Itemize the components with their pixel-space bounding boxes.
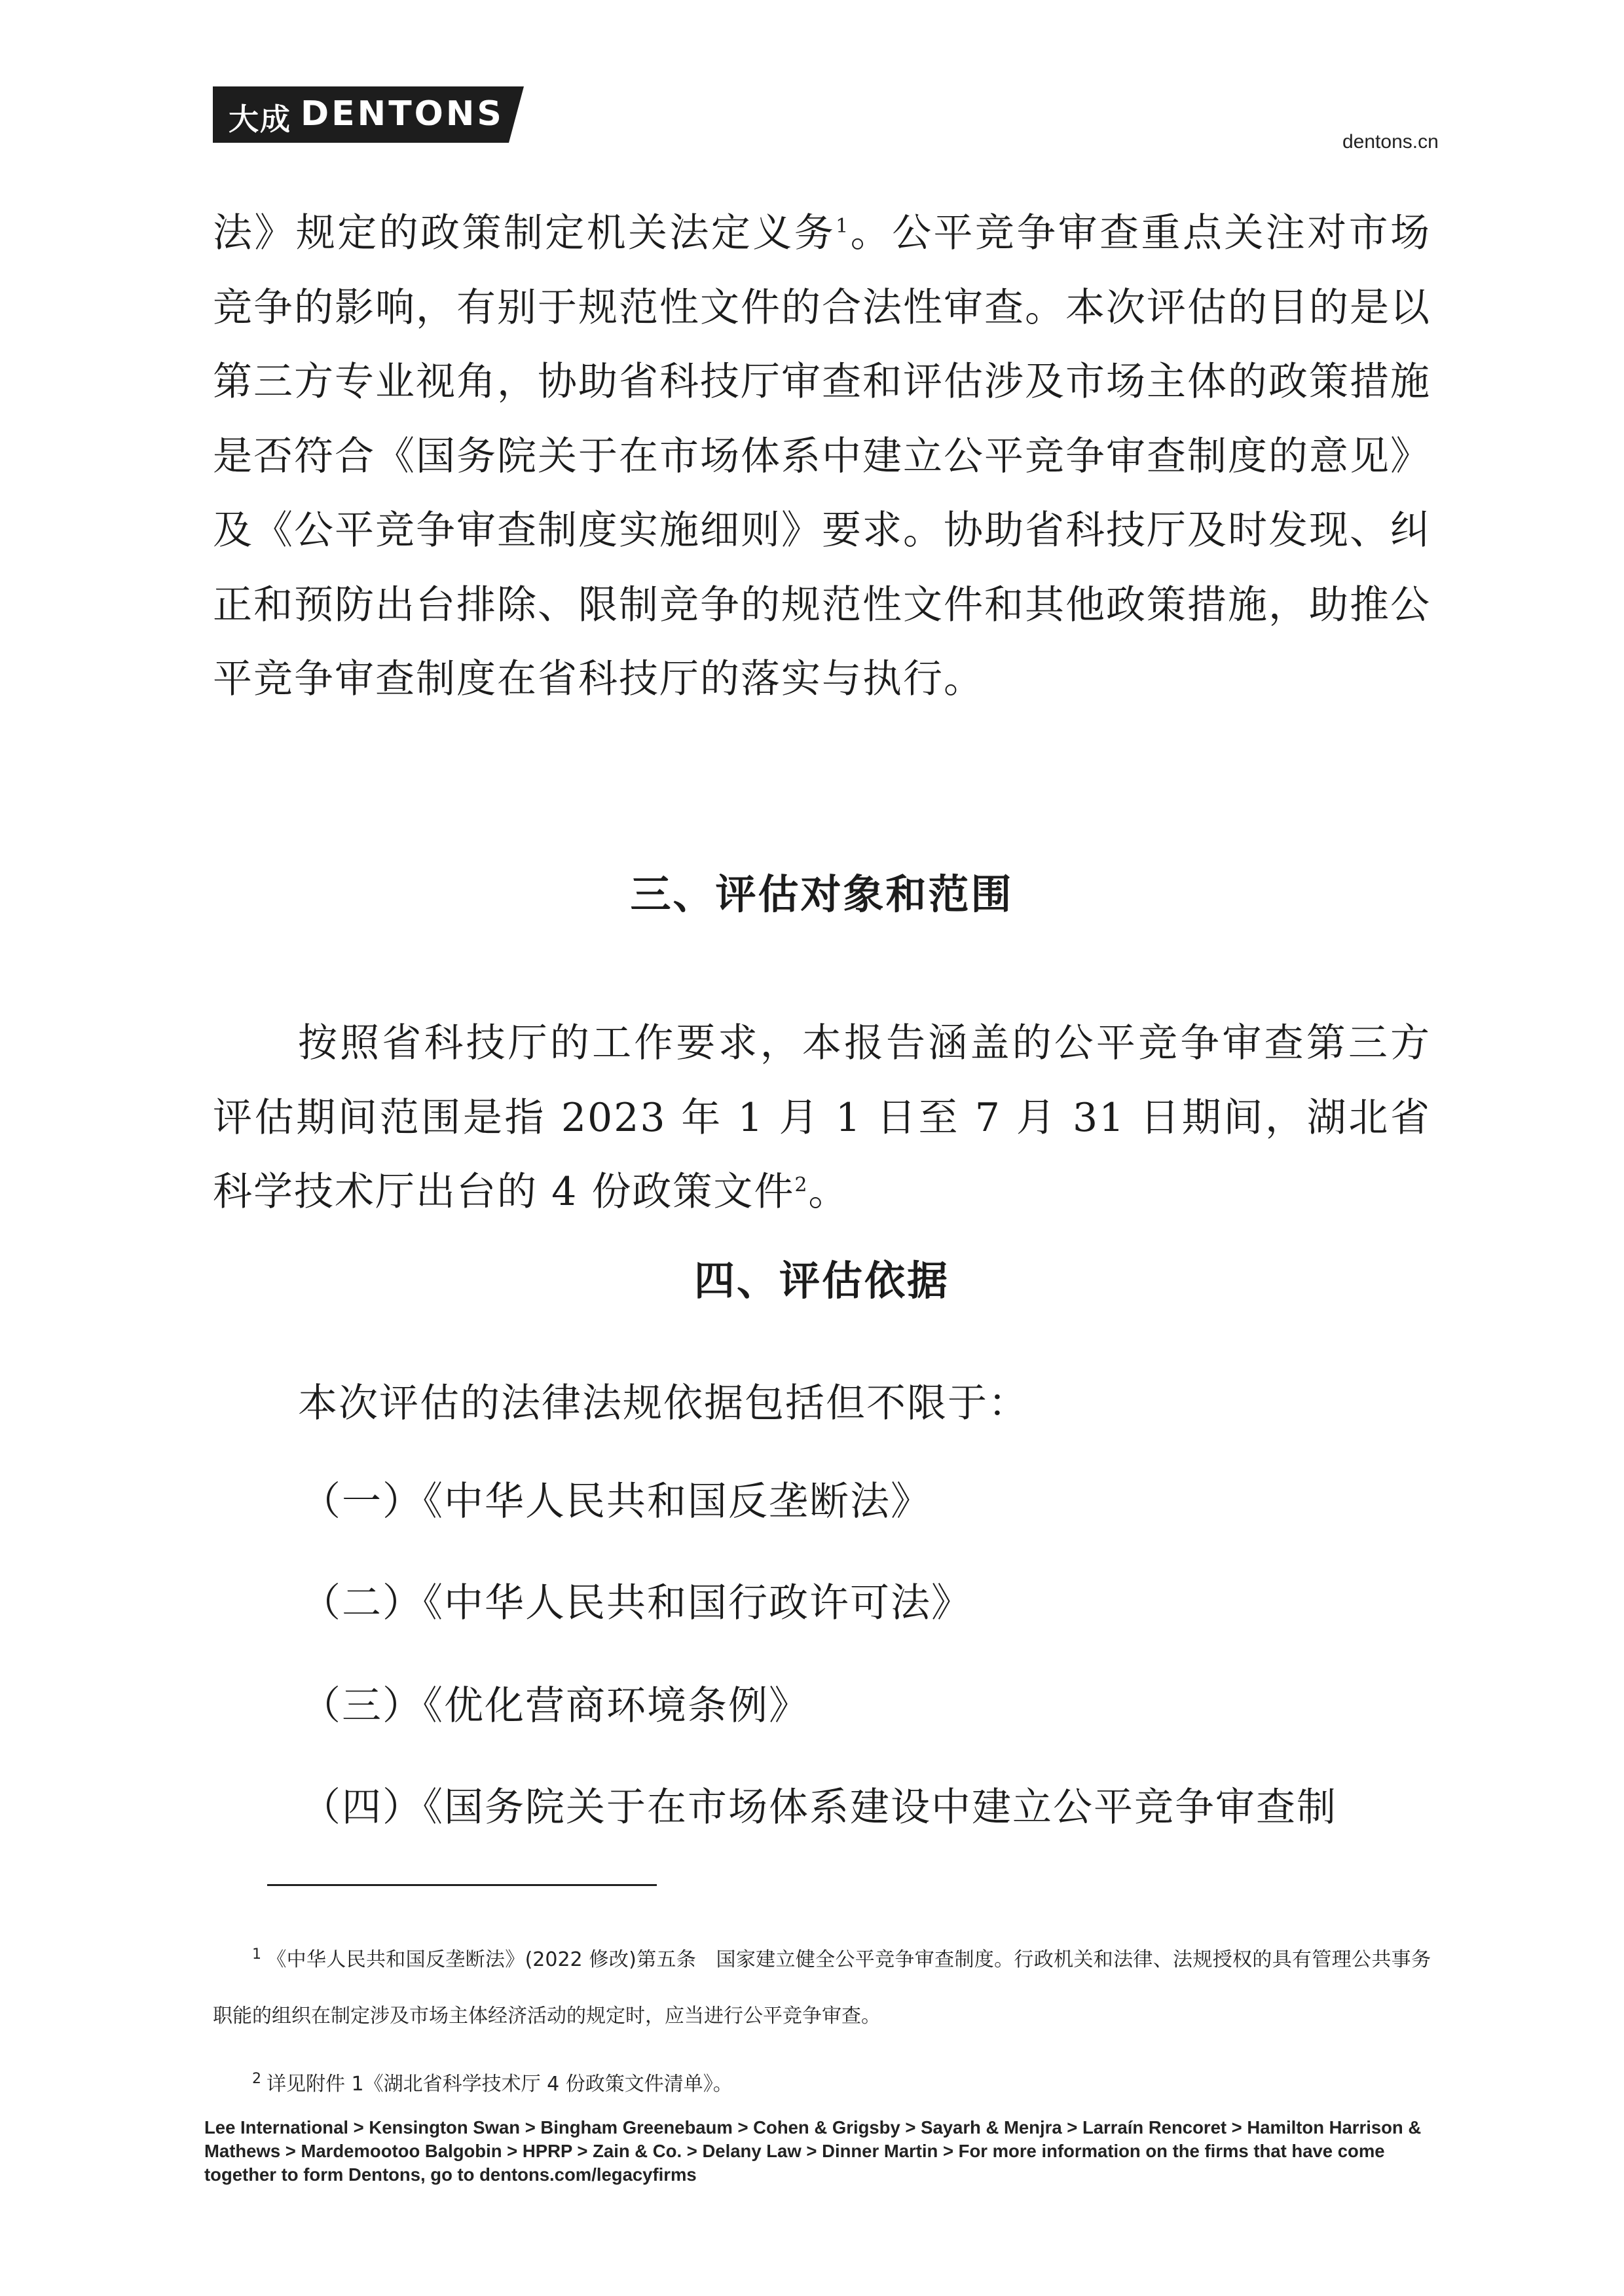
paragraph-basis-intro: 本次评估的法律法规依据包括但不限于： <box>298 1380 1029 1426</box>
dentons-logo <box>213 86 524 143</box>
footnote-marker: 2 <box>252 2071 261 2087</box>
paragraph-text: 法》规定的政策制定机关法定义务 <box>213 210 836 256</box>
list-item: （四）《国务院关于在市场体系建设中建立公平竞争审查制 <box>301 1785 1337 1830</box>
site-url: dentons.cn <box>1342 131 1439 153</box>
footnote-text: 详见附件 1《湖北省科学技术厅 4 份政策文件清单》。 <box>267 2073 733 2096</box>
paragraph-scope <box>213 1007 1431 1230</box>
list-item: （一）《中华人民共和国反垄断法》 <box>301 1479 931 1525</box>
paragraph-text: 按照省科技厅的工作要求，本报告涵盖的公平竞争审查第三方评估期间范围是指 2023 年 1 月 1 日至 7 月 31 日期间，湖北省科学技术厅出台的 4 份政策文件 <box>213 1020 1431 1215</box>
footnote-1 <box>213 1932 1431 2045</box>
footnote-text: 《中华人民共和国反垄断法》(2022 修改)第五条 国家建立健全公平竞争审查制度。行政机关和法律、法规授权的具有管理公共事务职能的组织在制定涉及市场主体经济活动的规定时，应当进行公平竞争审查。 <box>213 1948 1431 2028</box>
section-heading-basis: 四、评估依据 <box>693 1257 950 1305</box>
paragraph-text: 。公平竞争审查重点关注对市场竞争的影响，有别于规范性文件的合法性审查。本次评估的目的是以第三方专业视角，协助省科技厅审查和评估涉及市场主体的政策措施是否符合《国务院关于在市场体系中建立公平竞争审查制度的意见》及《公平竞争审查制度实施细则》要求。协助省科技厅及时发现、纠正和预防出台排除、限制竞争的规范性文件和其他政策措施，助推公平竞争审查制度在省科技厅的落实与执行。 <box>213 210 1431 702</box>
footnote-divider <box>267 1884 657 1886</box>
logo-english-text: DENTONS <box>301 94 504 134</box>
list-item: （三）《优化营商环境条例》 <box>301 1683 809 1729</box>
footnote-ref-1: 1 <box>836 215 850 238</box>
footnote-ref-2: 2 <box>794 1174 809 1196</box>
paragraph-text: 。 <box>808 1169 849 1215</box>
paragraph-purpose <box>213 196 1431 717</box>
legacy-firms-footer: Lee International > Kensington Swan > Bingham Greenebaum > Cohen & Grigsby > Sayarh & Menjra > Larraín Rencoret > Hamilton Harrison & Mathews > Mardemootoo Balgobin > HPRP > Zain & Co. > Delany Law > Dinner Martin > For more information on the firms that have come together to form Dentons, go to dentons.com/legacyfirms <box>204 2117 1422 2185</box>
footnote-marker: 1 <box>252 1946 261 1963</box>
list-item: （二）《中华人民共和国行政许可法》 <box>301 1580 972 1626</box>
section-heading-scope: 三、评估对象和范围 <box>630 870 1014 918</box>
footnote-2 <box>252 2056 1470 2113</box>
logo-chinese-text: 大成 <box>229 102 291 137</box>
